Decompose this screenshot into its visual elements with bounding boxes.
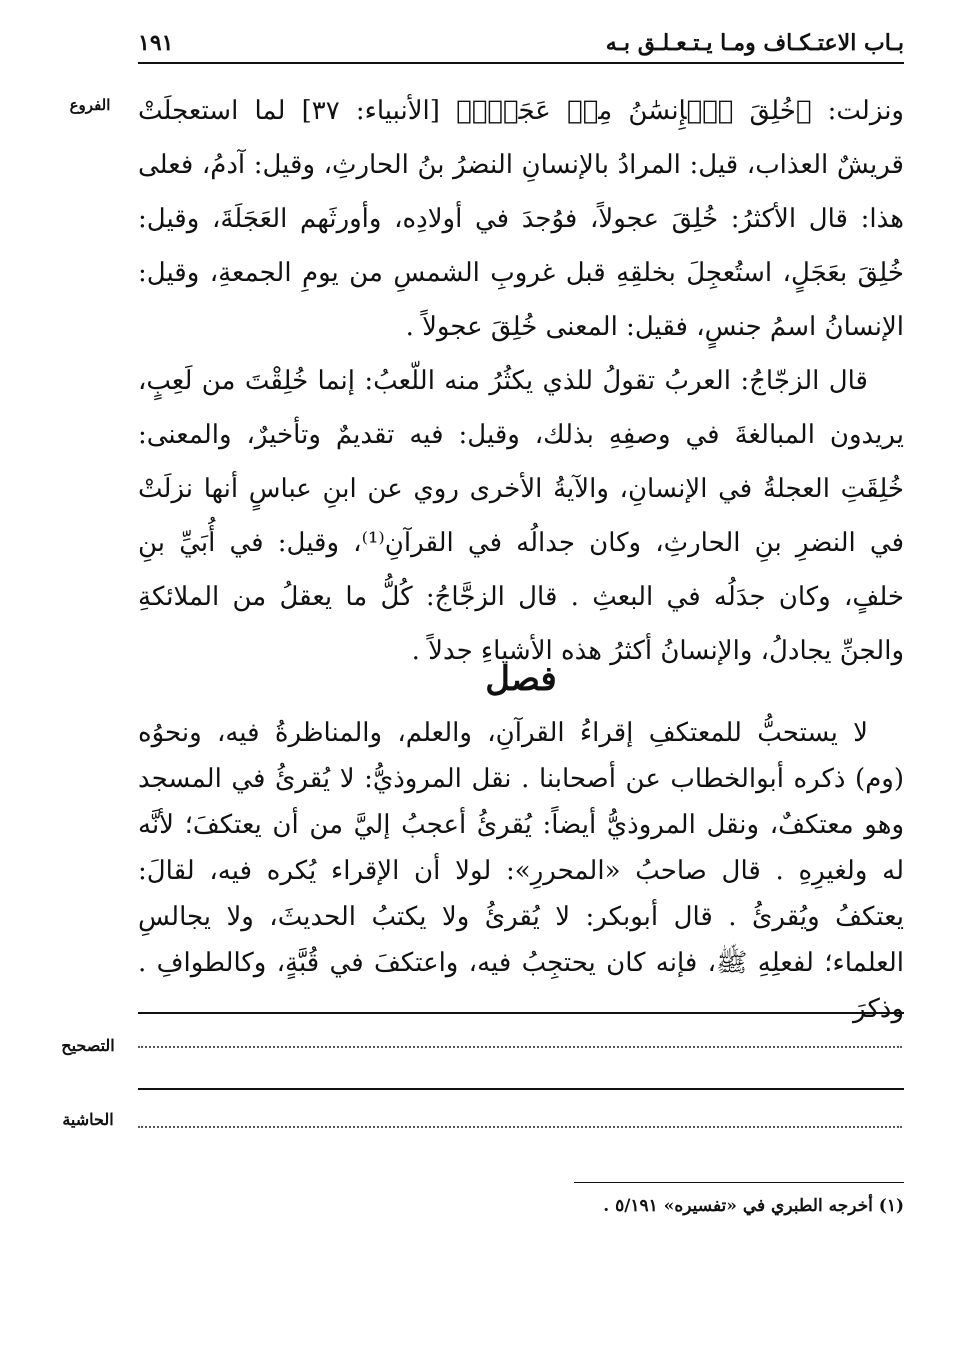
side-label-furu: الفروع — [69, 96, 111, 114]
footnote-rule — [574, 1182, 904, 1183]
annotation-label: الحاشية — [62, 1110, 114, 1129]
header-rule — [138, 62, 904, 64]
page-header — [138, 22, 904, 56]
section-text — [138, 710, 904, 1032]
paragraph-2: قال الزجّاجُ: العربُ تقولُ للذي يكثُرُ منه اللّعبُ: إنما خُلِقْتَ من لَعِبٍ، يريدون المبالغةَ في وصفِهِ بذلك، وقيل: فيه تقديمٌ وتأخيرٌ، والمعنى: خُلِقَتِ العجلةُ في الإنسانِ، والآيةُ الأخرى روي عن ابنِ عباسٍ أنها نزلَتْ في النضرِ بنِ الحارثِ، وكان جدالُه في القرآنِ⁽¹⁾، وقيل: في أُبَيِّ بنِ خلفٍ، وكان جدَلُه في البعثِ . قال الزجَّاجُ: كُلُّ ما يعقلُ من الملائكةِ والجنِّ يجادلُ، والإنسانُ أكثرُ هذه الأشياءِ جدلاً . — [138, 366, 905, 666]
main-text — [138, 84, 904, 678]
footnote: (١) أخرجه الطبري في «تفسيره» ٥/١٩١ . — [603, 1196, 904, 1216]
correction-top-rule — [138, 1012, 904, 1014]
paragraph-1: ونزلت: ﴿خُلِقَ ٱلۡإِنسَٰنُ مِنۡ عَجَلٍۚ﴾ [الأنبياء: ٣٧] لما استعجلَتْ قريشٌ العذاب، قيل: المرادُ بالإنسانِ النضرُ بنُ الحارثِ، وقيل: آدمُ، فعلى هذا: قال الأكثرُ: خُلِقَ عجولاً، فوُجدَ في أولادِه، وأورثَهم العَجَلَةَ، وقيل: خُلِقَ بعَجَلٍ، استُعجِلَ بخلقِهِ قبل غروبِ الشمسِ من يومِ الجمعةِ، وقيل: الإنسانُ اسمُ جنسٍ، فقيل: المعنى خُلِقَ عجولاً . — [138, 96, 904, 342]
correction-label: التصحيح — [61, 1036, 115, 1055]
page-number: ١٩١ — [138, 30, 174, 56]
paragraph-3: لا يستحبُّ للمعتكفِ إقراءُ القرآنِ، والعلم، والمناظرةُ فيه، ونحوُه (وم) ذكره أبوالخطاب عن أصحابنا . نقل المروذيُّ: لا يُقرئُ في المسجد وهو معتكفٌ، ونقل المروذيُّ أيضاً: يُقرئُ أعجبُ إليَّ من أن يعتكفَ؛ لأنَّه له ولغيرِهِ . قال صاحبُ «المحررِ»: لولا أن الإقراء يُكره فيه، لقالَ: يعتكفُ ويُقرئُ . قال أبوبكر: لا يُقرئُ ولا يكتبُ الحديثَ، ولا يجالسِ العلماء؛ لفعلِهِ ﷺ، فإنه كان يحتجِبُ فيه، واعتكفَ في قُبَّةٍ، وكالطوافِ . وذكرَ — [138, 718, 904, 1024]
annotation-dotted-line — [138, 1126, 902, 1128]
correction-dotted-line — [138, 1046, 902, 1048]
section-heading: فصل — [485, 659, 557, 699]
annotation-top-rule — [138, 1088, 904, 1090]
header-title: بـاب الاعتـكـاف ومـا يـتـعـلـق بـه — [605, 30, 904, 56]
